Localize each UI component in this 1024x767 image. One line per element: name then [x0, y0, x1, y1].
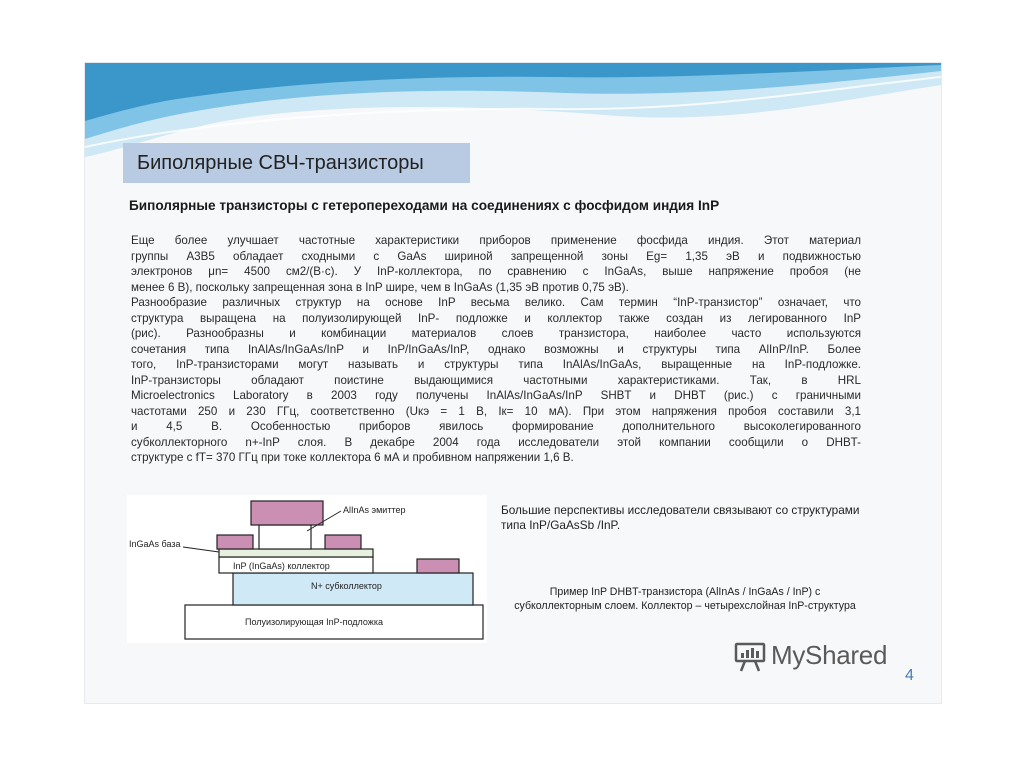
paragraph-line: Еще более улучшает частотные характеристики приборов применение фосфида индия. Этот материал [131, 234, 861, 247]
figure-caption: Пример InP DHBT-транзистора (AlInAs / InGaAs / InP) с субколлекторным слоем. Коллектор – четырехслойная InP-структура [514, 586, 856, 612]
subcollector-label: N+ субколлектор [311, 581, 382, 591]
collector-label: InP (InGaAs) коллектор [233, 561, 330, 571]
paragraph-line: Microelectronics Laboratory в 2003 году получены InAlAs/InGaAs/InP SHBT и DHBT (рис.) с граничными [131, 389, 861, 402]
title-box [123, 143, 470, 183]
perspective-text: Большие перспективы исследователи связывают со структурами типа InP/GaAsSb /InP. [501, 503, 860, 532]
paragraph-line: структура выращена на полуизолирующей InP- подложке и коллектор также создан из легированного InP [131, 311, 861, 325]
paragraph-line: группы A3B5 обладает сходными с GaAs шириной запрещенной зоны Eg= 1,35 эВ и подвижностью [131, 249, 861, 263]
paragraph-line: того, InP-транзисторами могут называть и структуры типа InAlAs/InGaAs, выращенные на InP-подложке. [131, 358, 861, 371]
transistor-structure-diagram [127, 495, 487, 643]
paragraph-line: и 4,5 В. Особенностью приборов явилось формирование дополнительного высоколегированного [131, 420, 861, 433]
page-number: 4 [905, 667, 914, 684]
paragraph-line: сочетания типа InAlAs/InGaAs/InP и InP/InGaAs/InP, однако возможны и структуры типа AlInP/InP. Более [131, 342, 861, 356]
presentation-board-icon [733, 641, 767, 673]
paragraph-line: структуре с fT= 370 ГГц при токе коллектора 6 мА и пробивном напряжении 1,6 В. [131, 451, 574, 464]
substrate-label: Полуизолирующая InP-подложка [245, 617, 383, 627]
emitter-label: AlInAs эмиттер [343, 505, 406, 515]
slide-title: Биполярные СВЧ-транзисторы [137, 152, 424, 174]
slide [84, 62, 942, 704]
base-label: InGaAs база [129, 539, 181, 549]
paragraph-line: частотами 250 и 230 ГГц, соответственно (Uкэ = 1 В, Iк= 10 мА). При этом напряжения пробоя составили 3,1 [131, 404, 861, 418]
paragraph-line: (рис). Разнообразны и комбинации материалов слоев транзистора, наиболее часто используются [131, 327, 861, 340]
myshared-logo [733, 639, 913, 673]
paragraph-line: InP-транзисторы обладают поистине выдающимися частотными характеристиками. Так, в HRL [131, 373, 861, 387]
section-heading: Биполярные транзисторы с гетеропереходами на соединениях с фосфидом индия InP [129, 198, 720, 213]
paragraph-line: субколлекторного n+-InP слоя. В декабре 2004 года исследователи этой компании сообщили о DHBT- [131, 435, 861, 449]
paragraph-line: Разнообразие различных структур на основе InP весьма велико. Сам термин “InP-транзистор” означает, что [131, 296, 861, 309]
logo-text: MyShared [771, 640, 888, 670]
body-paragraph [131, 233, 861, 466]
paragraph-line: электронов μn= 4500 см2/(В·с). У InP-коллектора, по сравнению с InGaAs, выше напряжение пробоя (не [131, 265, 861, 278]
paragraph-line: менее 6 В), поскольку запрещенная зона в InP шире, чем в InGaAs (1,35 эВ против 0,75 эВ). [131, 280, 629, 294]
